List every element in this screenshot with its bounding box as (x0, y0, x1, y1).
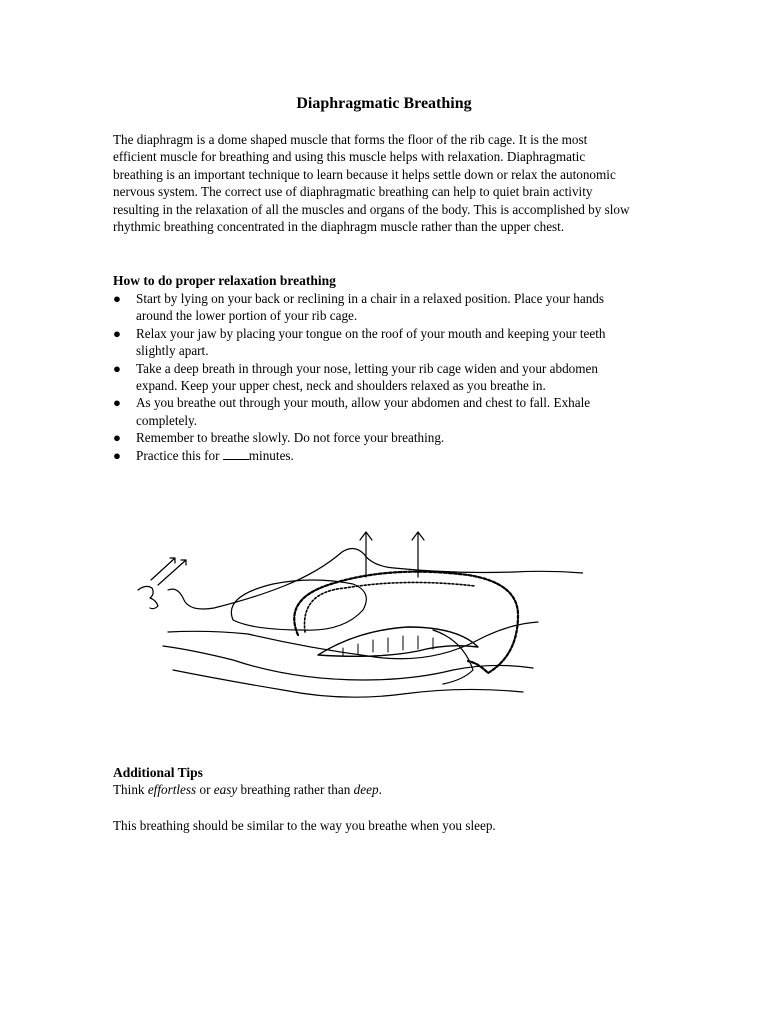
list-item (113, 447, 673, 464)
tip-emphasis: effortless (147, 782, 197, 797)
diaphragm-fibers (343, 636, 433, 656)
bullet-icon: ● (113, 447, 121, 463)
bullet-icon: ● (113, 291, 121, 306)
step-line: Take a deep breath in through your nose, letting your rib cage widen and your abdomen (136, 360, 598, 376)
tip-line-2: This breathing should be similar to the way you breathe when you sleep. (113, 818, 496, 833)
fill-in-blank (223, 448, 249, 460)
back-line-2 (173, 670, 523, 697)
tip-text: . (378, 782, 382, 797)
step-line: completely. (136, 412, 198, 428)
tip-text: or (196, 782, 214, 797)
intro-line: nervous system. The correct use of diaphragmatic breathing can help to quiet brain activity (113, 184, 593, 200)
list-item (113, 394, 673, 429)
list-item (113, 290, 673, 325)
face-outline (138, 586, 158, 608)
steps-list (113, 290, 673, 464)
intro-line: rhythmic breathing concentrated in the diaphragm muscle rather than the upper chest. (113, 219, 565, 235)
list-item (113, 360, 673, 395)
intro-line: The diaphragm is a dome shaped muscle that forms the floor of the rib cage. It is the most (113, 132, 588, 147)
front-contour (168, 622, 538, 659)
bullet-icon: ● (113, 430, 121, 446)
step-line: expand. Keep your upper chest, neck and shoulders relaxed as you breathe in. (136, 378, 546, 394)
step-line: As you breathe out through your mouth, allow your abdomen and chest to fall. Exhale (136, 395, 591, 411)
intro-line: resulting in the relaxation of all the muscles and organs of the body. This is accomplished by slow (113, 201, 630, 217)
tip-line-1 (113, 781, 382, 798)
intro-line: efficient muscle for breathing and using this muscle helps with relaxation. Diaphragmatic (113, 149, 586, 165)
step-line: Remember to breathe slowly. Do not force your breathing. (136, 430, 445, 446)
tip-emphasis: easy (213, 782, 238, 797)
practice-line (136, 447, 673, 464)
bullet-icon: ● (113, 325, 121, 341)
tip-text: breathing rather than (237, 782, 354, 797)
tip-emphasis: deep (353, 782, 379, 797)
intro-line: breathing is an important technique to learn because it helps settle down or relax the autonomic (113, 166, 616, 182)
rib-cage (294, 572, 518, 673)
intro-paragraph (113, 131, 663, 235)
step-line: slightly apart. (136, 343, 209, 359)
step-line: Relax your jaw by placing your tongue on the roof of your mouth and keeping your teeth (136, 325, 606, 341)
rib-cage-inner (305, 582, 476, 632)
list-item (113, 429, 673, 446)
bullet-icon: ● (113, 360, 121, 376)
back-line-1 (163, 646, 533, 680)
breath-arrow-in (158, 560, 186, 585)
step-line: around the lower portion of your rib cage. (136, 308, 358, 324)
bullet-icon: ● (113, 395, 121, 411)
breath-arrow-out (151, 558, 175, 580)
page-title: Diaphragmatic Breathing (296, 95, 472, 112)
chest-arrow-1 (360, 532, 372, 577)
list-item (113, 325, 673, 360)
practice-unit: minutes. (248, 447, 294, 463)
breathing-illustration (113, 520, 583, 715)
step-line: Start by lying on your back or reclining in a chair in a relaxed position. Place your hands (136, 291, 605, 306)
additional-tips-heading: Additional Tips (113, 765, 203, 780)
body-contour (168, 548, 583, 609)
practice-text: Practice this for (136, 447, 223, 463)
how-to-heading: How to do proper relaxation breathing (113, 273, 336, 288)
tip-text: Think (113, 782, 148, 797)
